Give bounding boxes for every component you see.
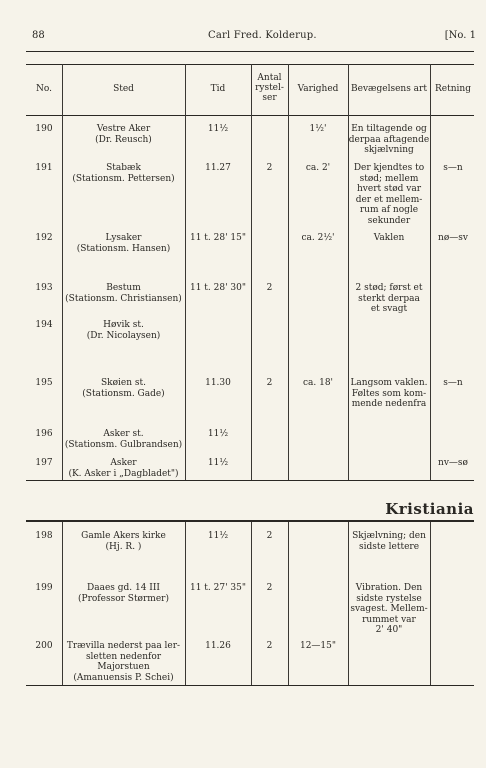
table-cell-tid: 11 t. 27' 35" xyxy=(189,583,247,593)
table-cell-sted: Bestum (Stationsm. Christiansen) xyxy=(65,283,182,304)
table-cell-ret: s—n xyxy=(443,378,463,388)
table-cell-art: Vibration. Den sidste rystelse svagest. Mellem- rummet var 2' 40" xyxy=(350,583,428,636)
table-cell-no: 191 xyxy=(35,163,53,173)
table-cell-tid: 11.26 xyxy=(205,641,231,651)
running-title: Carl Fred. Kolderup. xyxy=(208,30,317,41)
table-cell-no: 194 xyxy=(35,320,53,330)
table-cell-sted: Stabæk (Stationsm. Pettersen) xyxy=(72,163,175,184)
table-cell-tid: 11 t. 28' 15" xyxy=(189,233,247,243)
table-cell-no: 196 xyxy=(35,429,53,439)
table-cell-antal: 2 xyxy=(266,531,273,541)
table-cell-sted: Vestre Aker (Dr. Reusch) xyxy=(95,124,152,145)
table-cell-tid: 11 t. 28' 30" xyxy=(189,283,247,293)
table-cell-antal: 2 xyxy=(266,583,273,593)
table-cell-ret: nø—sv xyxy=(438,233,468,243)
table-cell-no: 200 xyxy=(35,641,53,651)
table-cell-tid: 11½ xyxy=(207,124,229,134)
header-rule xyxy=(26,51,474,52)
header-bottom-rule xyxy=(26,115,474,116)
col-header-art: Bevægelsens art xyxy=(351,84,427,94)
col-header-retning: Retning xyxy=(435,84,471,94)
table-cell-var: ca. 18' xyxy=(302,378,334,388)
table-cell-no: 195 xyxy=(35,378,53,388)
page-header xyxy=(30,30,476,46)
table-cell-sted: Asker (K. Asker i „Dagbladet") xyxy=(68,458,179,479)
table-cell-sted: Gamle Akers kirke (Hj. R. ) xyxy=(81,531,166,552)
col-divider xyxy=(430,522,431,685)
table-cell-tid: 11½ xyxy=(207,429,229,439)
table-cell-tid: 11.27 xyxy=(205,163,231,173)
table2-bottom-rule xyxy=(26,685,474,686)
table-cell-tid: 11½ xyxy=(207,531,229,541)
section-heading: Kristiania xyxy=(385,500,474,518)
table-cell-ret: s—n xyxy=(443,163,463,173)
table-cell-no: 199 xyxy=(35,583,53,593)
table-cell-var: ca. 2½' xyxy=(301,233,335,243)
table-cell-no: 192 xyxy=(35,233,53,243)
col-divider xyxy=(251,522,252,685)
table-cell-antal: 2 xyxy=(266,163,273,173)
table-cell-sted: Lysaker (Stationsm. Hansen) xyxy=(76,233,171,254)
table-cell-art: Langsom vaklen. Føltes som kom- mende nedenfra xyxy=(350,378,428,410)
col-header-antal: Antal rystel- ser xyxy=(255,73,284,103)
col-divider xyxy=(288,522,289,685)
table-cell-sted: Asker st. (Stationsm. Gulbrandsen) xyxy=(64,429,183,450)
table-cell-no: 190 xyxy=(35,124,53,134)
table-cell-sted: Daaes gd. 14 III (Professor Størmer) xyxy=(78,583,169,604)
col-header-tid: Tid xyxy=(210,84,226,94)
table-top-rule xyxy=(26,64,474,65)
table-cell-ret: nv—sø xyxy=(438,458,468,468)
col-header-varighed: Varighed xyxy=(297,84,339,94)
table-cell-sted: Trævilla nederst paa ler- sletten nedenfor Majorstuen (Amanuensis P. Schei) xyxy=(66,641,181,683)
table-cell-no: 198 xyxy=(35,531,53,541)
col-divider xyxy=(430,64,431,480)
table-cell-sted: Skøien st. (Stationsm. Gade) xyxy=(82,378,165,399)
col-header-no: No. xyxy=(36,84,52,94)
table-cell-tid: 11½ xyxy=(207,458,229,468)
table2-top-rule xyxy=(26,520,474,522)
table-cell-tid: 11.30 xyxy=(205,378,231,388)
table-cell-var: 12—15" xyxy=(299,641,337,651)
col-divider xyxy=(251,64,252,480)
issue-number: [No. 1 xyxy=(444,30,476,41)
table-cell-no: 197 xyxy=(35,458,53,468)
table-cell-art: 2 stød; først et sterkt derpaa et svagt xyxy=(355,283,423,315)
col-header-sted: Sted xyxy=(113,84,134,94)
table-cell-sted: Høvik st. (Dr. Nicolaysen) xyxy=(86,320,161,341)
table-cell-art: Skjælvning; den sidste lettere xyxy=(352,531,426,552)
table-cell-art: Der kjendtes to stød; mellem hvert stød var der et mellem- rum af nogle sekunder xyxy=(353,163,425,226)
table-cell-antal: 2 xyxy=(266,378,273,388)
table-cell-no: 193 xyxy=(35,283,53,293)
table1-bottom-rule xyxy=(26,480,474,481)
table-cell-art: En tiltagende og derpaa aftagende skjælvning xyxy=(348,124,430,156)
table-cell-art: Vaklen xyxy=(373,233,405,243)
table-cell-var: ca. 2' xyxy=(305,163,331,173)
table-cell-antal: 2 xyxy=(266,283,273,293)
table-cell-var: 1½' xyxy=(309,124,327,134)
table-cell-antal: 2 xyxy=(266,641,273,651)
col-divider xyxy=(185,522,186,685)
page-number: 88 xyxy=(32,30,45,41)
